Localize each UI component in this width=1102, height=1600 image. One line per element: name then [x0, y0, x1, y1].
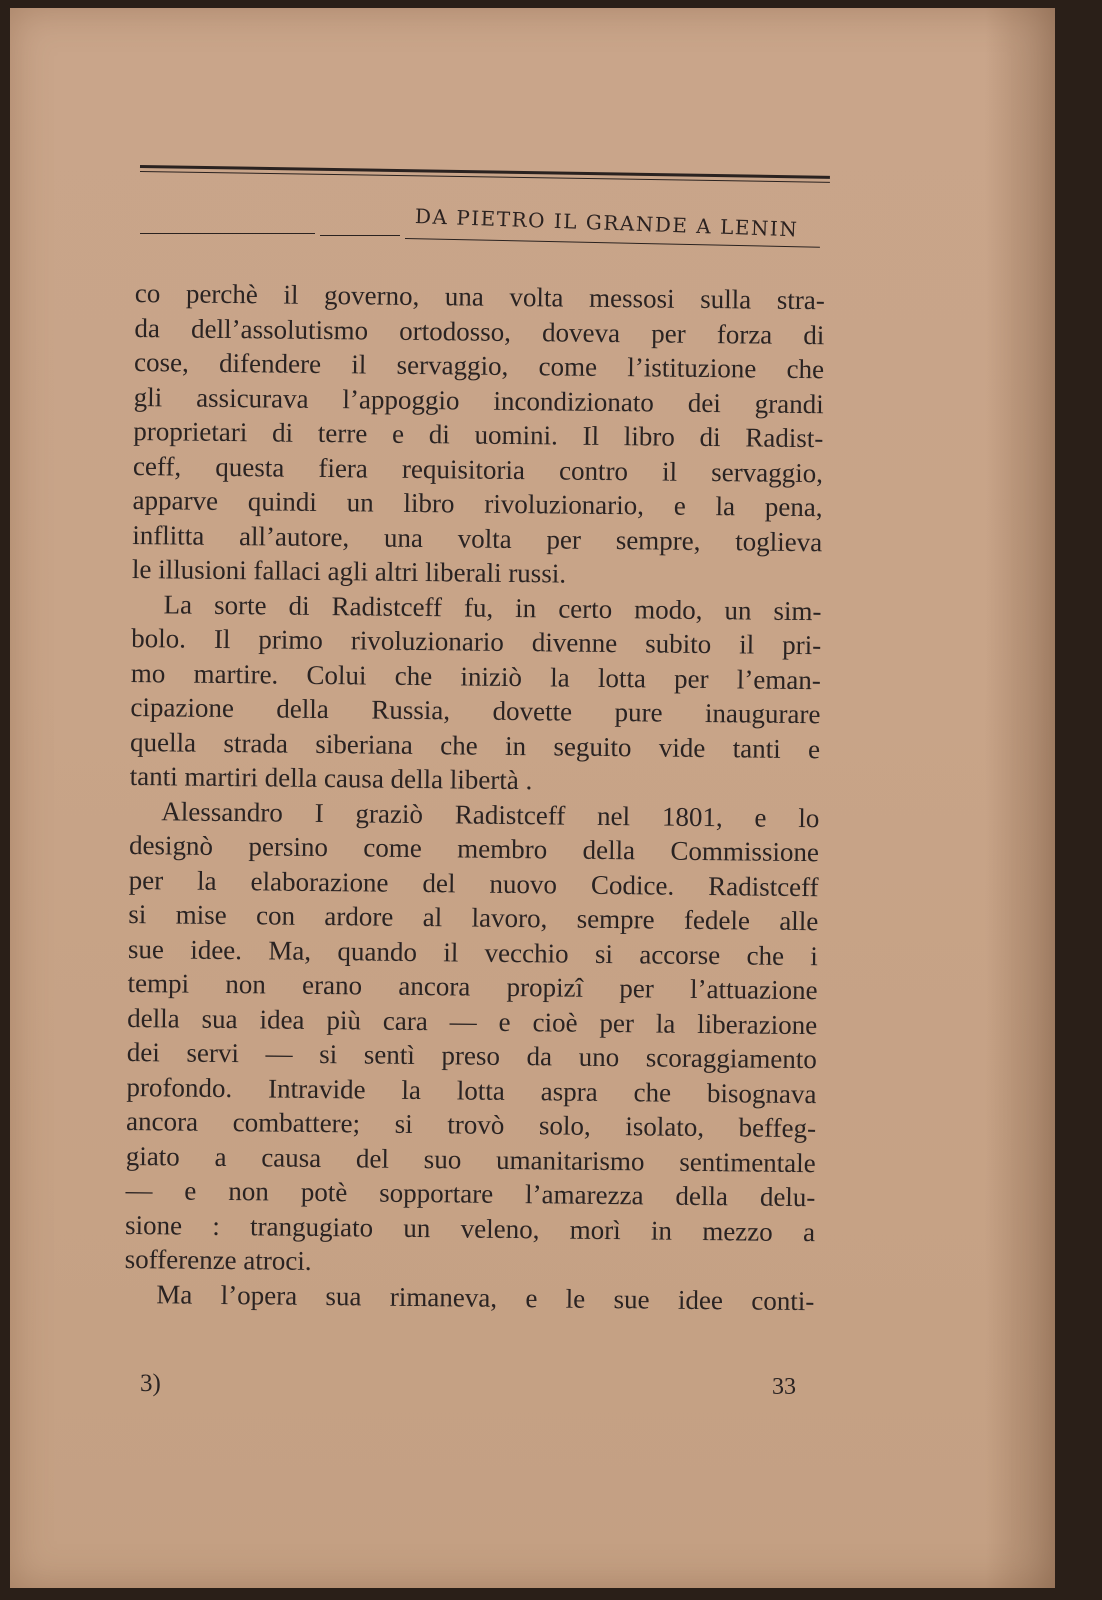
text-line: sofferenze atroci.: [124, 1243, 312, 1276]
text-line: — e non potè sopportare l’amarezza della delu-: [125, 1174, 816, 1213]
text-line: dei servi — si sentì preso da uno scoraggiamento: [126, 1036, 817, 1075]
page-number: 33: [772, 1374, 796, 1400]
book-page: [10, 8, 1055, 1588]
text-line: gli assicurava l’appoggio incondizionato dei grandi: [133, 381, 824, 419]
body-text: [124, 276, 825, 1318]
signature-mark: 3): [140, 1370, 161, 1397]
text-line: per la elaborazione del nuovo Codice. Radistceff: [128, 864, 819, 902]
text-line: ceff, questa fiera requisitoria contro il servaggio,: [132, 450, 824, 488]
text-line: le illusioni fallaci agli altri liberali russi.: [131, 553, 567, 589]
text-line: mo martire. Colui che iniziò la lotta per l’eman-: [130, 657, 821, 695]
text-line: giato a causa del suo umanitarismo sentimentale: [125, 1140, 816, 1178]
text-line: quella strada siberiana che in seguito vide tanti e: [129, 726, 821, 764]
text-line: designò persino come membro della Commissione: [128, 829, 820, 868]
text-line: Ma l’opera sua rimaneva, e le sue idee conti-: [156, 1278, 815, 1316]
text-line: profondo. Intravide la lotta aspra che bisognava: [126, 1071, 817, 1109]
header-dash-middle: [320, 235, 400, 236]
text-line: tempi non erano ancora propizî per l’attuazione: [127, 967, 818, 1006]
text-line: proprietari di terre e di uomini. Il libro di Radist-: [133, 415, 824, 454]
text-line: bolo. Il primo rivoluzionario divenne subito il pri-: [131, 622, 822, 661]
text-line: apparve quindi un libro rivoluzionario, e la pena,: [132, 484, 823, 523]
text-line: si mise con ardore al lavoro, sempre fedele alle: [128, 898, 819, 937]
text-line: da dell’assolutismo ortodosso, doveva per forza di: [134, 312, 825, 350]
running-title: DA PIETRO IL GRANDE A LENIN: [414, 204, 799, 242]
text-line: tanti martiri della causa della libertà .: [129, 760, 533, 796]
text-line: inflitta all’autore, una volta per sempre, toglieva: [132, 519, 823, 557]
text-line: Alessandro I graziò Radistceff nel 1801, e lo: [161, 795, 820, 833]
text-line: sue idee. Ma, quando il vecchio si accorse che i: [127, 933, 819, 971]
text-line: della sua idea più cara — e cioè per la liberazione: [127, 1002, 818, 1040]
text-line: ancora combattere; si trovò solo, isolato, beffeg-: [125, 1105, 817, 1144]
page-edge-shadow: [985, 8, 1055, 1588]
text-line: cose, difendere il servaggio, come l’istituzione che: [133, 346, 825, 385]
text-line: co perchè il governo, una volta messosi sulla stra-: [134, 277, 825, 316]
text-line: La sorte di Radistceff fu, in certo modo, un sim-: [163, 588, 822, 626]
header-dash-left: [140, 233, 315, 234]
text-line: cipazione della Russia, dovette pure inaugurare: [130, 691, 821, 730]
text-line: sione : trangugiato un veleno, morì in mezzo a: [124, 1209, 816, 1247]
